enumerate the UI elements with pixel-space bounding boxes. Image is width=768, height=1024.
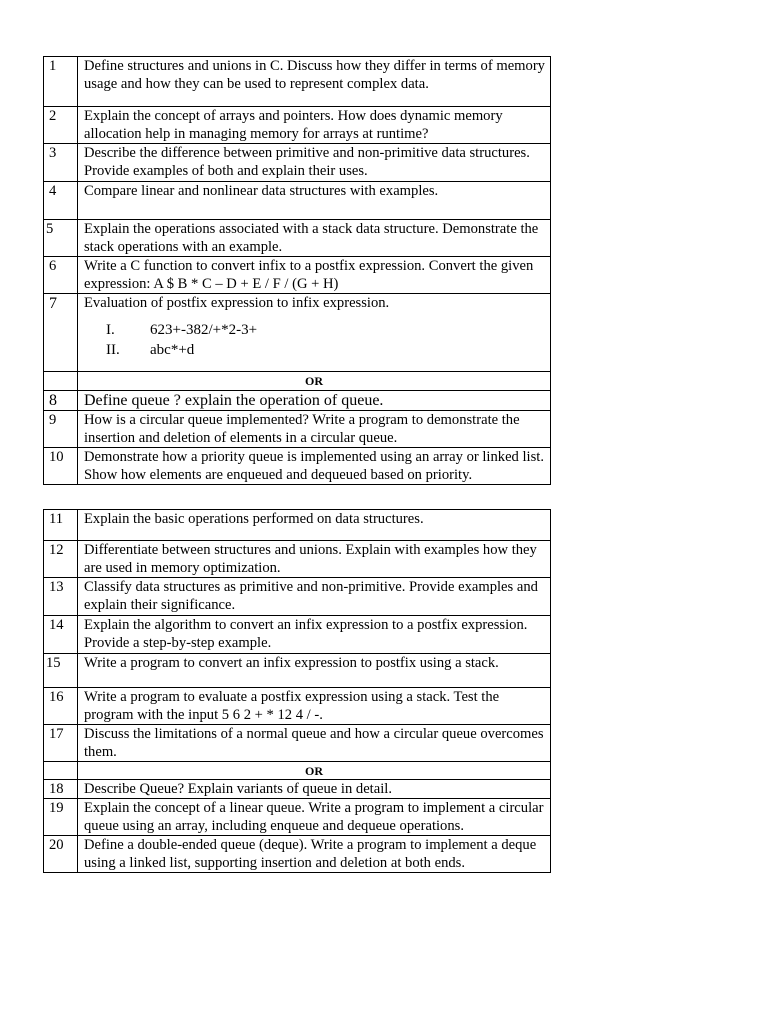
table-row	[44, 144, 551, 182]
question-number: 12	[44, 541, 78, 578]
question-text: Explain the basic operations performed on data structures.	[78, 510, 551, 541]
question-number: 17	[44, 725, 78, 762]
question-text: Explain the concept of arrays and pointers. How does dynamic memory allocation help in managing memory for arrays at runtime?	[78, 107, 551, 144]
expression-list	[84, 320, 548, 360]
question-number: 20	[44, 836, 78, 873]
question-number: 3	[44, 144, 78, 182]
question-number: 14	[44, 616, 78, 654]
expression-item	[84, 320, 548, 340]
question-number: 19	[44, 799, 78, 836]
question-text: Write a program to convert an infix expression to postfix using a stack.	[78, 654, 551, 688]
question-text: Write a program to evaluate a postfix expression using a stack. Test the program with the input 5 6 2 + * 12 4 / -.	[78, 688, 551, 725]
table-row	[44, 725, 551, 762]
table-row	[44, 616, 551, 654]
question-text: Compare linear and nonlinear data structures with examples.	[78, 182, 551, 220]
question-text: Explain the algorithm to convert an infix expression to a postfix expression. Provide a step-by-step example.	[78, 616, 551, 654]
question-number: 13	[44, 578, 78, 616]
table-row	[44, 799, 551, 836]
table-row	[44, 220, 551, 257]
question-text: Discuss the limitations of a normal queue and how a circular queue overcomes them.	[78, 725, 551, 762]
question-number: 16	[44, 688, 78, 725]
table-row	[44, 654, 551, 688]
question-number: 11	[44, 510, 78, 541]
question-text: Demonstrate how a priority queue is implemented using an array or linked list. Show how elements are enqueued and dequeued based on priority.	[78, 448, 551, 485]
question-text: Define a double-ended queue (deque). Write a program to implement a deque using a linked list, supporting insertion and deletion at both ends.	[78, 836, 551, 873]
question-number: 6	[44, 257, 78, 294]
roman-marker: I.	[106, 322, 115, 338]
table-row	[44, 294, 551, 372]
question-number: 9	[44, 411, 78, 448]
question-table-1	[43, 56, 551, 485]
question-text: Describe Queue? Explain variants of queue in detail.	[78, 780, 551, 799]
question-number: 18	[44, 780, 78, 799]
or-label: OR	[78, 372, 551, 391]
question-number: 7	[44, 294, 78, 372]
question-number: 5	[44, 220, 78, 257]
roman-marker: II.	[106, 342, 120, 358]
question-text: Explain the concept of a linear queue. Write a program to implement a circular queue using an array, including enqueue and dequeue operations.	[78, 799, 551, 836]
question-text: Describe the difference between primitive and non-primitive data structures. Provide examples of both and explain their uses.	[78, 144, 551, 182]
table-row	[44, 578, 551, 616]
table-row	[44, 182, 551, 220]
table-row	[44, 57, 551, 107]
question-text: Write a C function to convert infix to a postfix expression. Convert the given expression: A $ B * C – D + E / F / (G + H)	[78, 257, 551, 294]
table-row	[44, 391, 551, 411]
table-row	[44, 541, 551, 578]
question-text: Evaluation of postfix expression to infix expression.	[84, 295, 390, 311]
question-number: 4	[44, 182, 78, 220]
table-row	[44, 688, 551, 725]
or-label: OR	[78, 762, 551, 780]
question-text: Explain the operations associated with a stack data structure. Demonstrate the stack operations with an example.	[78, 220, 551, 257]
table-row	[44, 107, 551, 144]
question-text: Differentiate between structures and unions. Explain with examples how they are used in memory optimization.	[78, 541, 551, 578]
expression-text: 623+-382/+*2-3+	[150, 322, 258, 338]
question-number: 15	[44, 654, 78, 688]
table-row	[44, 448, 551, 485]
question-text: Define queue ? explain the operation of queue.	[78, 391, 551, 411]
question-cell	[78, 294, 551, 372]
table-row	[44, 780, 551, 799]
or-spacer	[44, 372, 78, 391]
question-number: 8	[44, 391, 78, 411]
question-text: Classify data structures as primitive and non-primitive. Provide examples and explain their significance.	[78, 578, 551, 616]
question-number: 1	[44, 57, 78, 107]
or-row	[44, 372, 551, 391]
table-row	[44, 411, 551, 448]
question-text: How is a circular queue implemented? Write a program to demonstrate the insertion and deletion of elements in a circular queue.	[78, 411, 551, 448]
question-table-2	[43, 509, 551, 873]
table-row	[44, 510, 551, 541]
table-row	[44, 257, 551, 294]
or-row	[44, 762, 551, 780]
or-spacer	[44, 762, 78, 780]
expression-text: abc*+d	[150, 342, 195, 358]
question-number: 2	[44, 107, 78, 144]
expression-item	[84, 340, 548, 360]
table-row	[44, 836, 551, 873]
question-text: Define structures and unions in C. Discuss how they differ in terms of memory usage and how they can be used to represent complex data.	[78, 57, 551, 107]
question-number: 10	[44, 448, 78, 485]
